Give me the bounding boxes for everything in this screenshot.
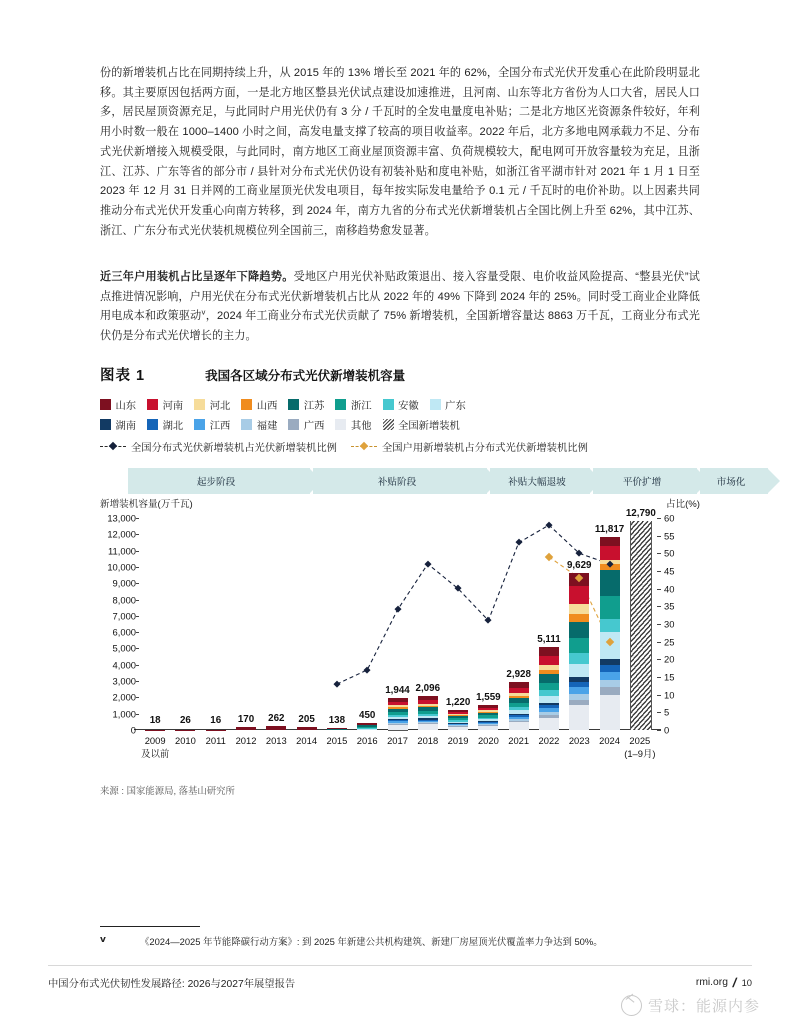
y2-axis-tick-label: 25 bbox=[664, 636, 675, 648]
legend-item-江西 bbox=[194, 417, 230, 432]
legend-label: 浙江 bbox=[350, 400, 372, 412]
footer-brand: rmi.org bbox=[695, 977, 728, 988]
y-axis-tick bbox=[136, 632, 139, 633]
legend-item-湖南 bbox=[100, 417, 136, 432]
x-axis-label-main: 2009 bbox=[144, 735, 166, 746]
y-axis-tick-label: 0 bbox=[130, 724, 136, 736]
y-axis-tick bbox=[136, 665, 139, 666]
x-axis-label-main: 2019 bbox=[447, 735, 469, 746]
legend-label: 湖南 bbox=[115, 420, 137, 432]
x-axis-label-2017 bbox=[387, 735, 408, 746]
y2-axis-title: 占比(%) bbox=[665, 499, 700, 510]
bar-segment-其他 bbox=[448, 727, 468, 730]
legend-item-江苏 bbox=[288, 397, 324, 412]
y-axis-title: 新增装机容量(万千瓦) bbox=[100, 499, 193, 510]
legend-label: 河南 bbox=[162, 400, 184, 412]
x-axis-label-main: 2011 bbox=[205, 735, 226, 746]
footnote-mark: ⅴ bbox=[100, 934, 106, 944]
y2-axis-tick bbox=[657, 553, 661, 554]
bar-value-label: 5,111 bbox=[537, 633, 561, 645]
figure-header bbox=[100, 364, 700, 385]
x-axis-label-main: 2014 bbox=[296, 735, 318, 746]
bar-segment-山东 bbox=[297, 727, 317, 730]
bar-2019 bbox=[445, 697, 471, 730]
y-axis-tick bbox=[136, 681, 139, 682]
footer-page-number: 10 bbox=[741, 977, 752, 988]
x-axis-label-2023 bbox=[569, 735, 590, 746]
footnote-ref: ⅴ bbox=[201, 309, 206, 317]
bar-segment-江苏 bbox=[569, 622, 589, 638]
legend-label: 江苏 bbox=[303, 400, 325, 412]
y2-axis-tick-label: 40 bbox=[664, 583, 675, 595]
bar-value-label: 205 bbox=[298, 713, 315, 725]
bar-value-label: 18 bbox=[149, 715, 161, 727]
legend-row-provinces-1 bbox=[100, 394, 700, 414]
bar-value-label: 1,944 bbox=[385, 685, 410, 697]
bar-value-label: 9,629 bbox=[566, 559, 592, 571]
footer-divider bbox=[48, 965, 752, 966]
paragraph-1-text: 份的新增装机占比在同期持续上升，从 2015 年的 13% 增长至 2021 年的 62%，全国分布式光伏开发重心在此阶段明显北移。其主要原因包括两方面，一是北方地区整县光伏试点建设加速推进，且河南、山东等北方省份为人口大省，居民人口多，居民屋顶资源充足，与此同时户用光伏仍有 3 分 / 千瓦时的全发电量度电补贴；二是北方地区光资源条件较好，年利用小时数一般在 1000–1400 小时之间，高发电量支撑了较高的项目收益率。2022 年后，北方多地电网承载力不足、分布式光伏新增接入规模受限，与此同时，南方地区工商业屋顶资源丰富、负荷规模较大，配电网可开放容量较为充足，且浙江、江苏、广东等省的部分市 / 县针对分布式光伏仍设有初装补贴和度电补贴，如浙江省平湖市针对 2021 年 1 月 1 日至 2023 年 12 月 31 日并网的工商业屋顶光伏发电项目，每年按实际发电量给予 0.1 元 / 千瓦时的电价补助。以上因素共同推动分布式光伏开发重心向南方转移，到 2024 年，南方九省的分布式光伏新增装机占全国比例上升至 62%，其中江苏、浙江、广东分布式光伏装机规模位列全国前三，南移趋势愈发显著。 bbox=[100, 67, 700, 237]
paragraph-2-text-b: ，2024 年工商业分布式光伏贡献了 75% 新增装机，全国新增容量达 8863 万千瓦，工商业分布式光伏仍是分布式光伏增长的主力。 bbox=[100, 310, 700, 343]
y2-axis-tick-label: 45 bbox=[664, 565, 675, 577]
bar-value-label: 2,096 bbox=[415, 682, 441, 694]
y2-axis-tick bbox=[657, 589, 661, 590]
paragraph-2 bbox=[100, 268, 700, 347]
bar-value-label: 1,559 bbox=[476, 691, 501, 703]
legend-item-湖北 bbox=[147, 417, 183, 432]
plot-region bbox=[107, 508, 675, 759]
bar-segment-山东 bbox=[600, 537, 620, 546]
x-axis-label-2013 bbox=[266, 735, 287, 746]
x-axis-label-main: 2024 bbox=[599, 735, 620, 746]
y-axis-tick bbox=[136, 600, 139, 601]
x-axis-label-main: 2023 bbox=[568, 735, 590, 746]
legend-label: 其他 bbox=[350, 420, 372, 432]
y-axis-tick bbox=[136, 714, 139, 715]
phase-label: 平价扩增 bbox=[622, 477, 662, 488]
phase-label: 市场化 bbox=[716, 477, 746, 488]
bar-segment-其他 bbox=[600, 695, 620, 730]
bar-segment-河南 bbox=[569, 586, 589, 604]
chart-source: 来源 : 国家能源局, 落基山研究所 bbox=[100, 785, 235, 796]
legend-swatch-icon bbox=[194, 399, 205, 410]
legend-line-item-1 bbox=[351, 439, 588, 454]
legend-label: 湖北 bbox=[162, 420, 184, 432]
x-axis-label-2012 bbox=[236, 735, 257, 746]
bar-segment-其他 bbox=[569, 705, 589, 730]
y-axis-tick-label: 6,000 bbox=[112, 626, 136, 638]
legend-label: 广西 bbox=[303, 420, 325, 432]
legend-swatch-icon bbox=[383, 399, 394, 410]
x-axis-label-2020 bbox=[478, 735, 499, 746]
bar-segment-广西 bbox=[600, 687, 620, 695]
footer-brand-block bbox=[696, 975, 752, 990]
legend-item-山东 bbox=[100, 397, 136, 412]
y2-axis-tick-label: 15 bbox=[664, 671, 675, 683]
phase-label: 补贴大幅退坡 bbox=[508, 477, 566, 488]
phase-3 bbox=[593, 468, 697, 494]
bar-2025 bbox=[625, 508, 656, 730]
y2-axis-tick bbox=[657, 659, 661, 660]
x-axis-label-main: 2021 bbox=[508, 735, 530, 746]
y-axis-tick-label: 2,000 bbox=[112, 691, 136, 703]
legend-label: 广东 bbox=[445, 400, 466, 412]
x-axis-label-2022 bbox=[539, 735, 560, 746]
x-axis-label-main: 2015 bbox=[326, 735, 348, 746]
legend-swatch-icon bbox=[430, 399, 441, 410]
bar-value-label: 16 bbox=[210, 715, 222, 727]
y-axis-tick-label: 7,000 bbox=[112, 610, 136, 622]
bar-2020 bbox=[476, 691, 501, 730]
bar-value-label: 450 bbox=[359, 709, 376, 721]
legend-line-item-0 bbox=[100, 439, 337, 454]
bar-segment-安徽 bbox=[600, 619, 620, 633]
bar-segment-湖北 bbox=[600, 665, 620, 672]
y2-axis-tick-label: 60 bbox=[664, 512, 675, 524]
legend-label: 全国新增装机 bbox=[398, 420, 460, 432]
y2-axis-tick bbox=[657, 536, 661, 537]
bar-2022 bbox=[537, 633, 561, 730]
legend-item-其他 bbox=[335, 417, 371, 432]
legend-swatch-icon bbox=[288, 399, 299, 410]
legend-swatch-icon bbox=[241, 399, 252, 410]
y2-axis-tick-label: 55 bbox=[664, 530, 675, 542]
bar-2011 bbox=[206, 715, 226, 730]
bar-segment-其他 bbox=[478, 726, 498, 730]
legend-item-全国新增装机 bbox=[383, 417, 460, 432]
y2-axis-tick bbox=[657, 518, 661, 519]
bar-2015 bbox=[327, 714, 347, 730]
y2-axis-tick bbox=[657, 712, 661, 713]
bar-segment-其他 bbox=[539, 718, 559, 730]
legend-item-河南 bbox=[147, 397, 183, 412]
legend-swatch-icon bbox=[194, 419, 205, 430]
y-axis-tick-label: 4,000 bbox=[112, 659, 136, 671]
bar-value-label: 11,817 bbox=[594, 524, 625, 536]
x-axis-label-2025 bbox=[624, 735, 655, 760]
bar-2014 bbox=[297, 713, 317, 730]
x-axis-label-main: 2010 bbox=[175, 735, 196, 746]
bar-value-label: 26 bbox=[179, 715, 191, 727]
y2-axis-tick bbox=[657, 642, 661, 643]
y-axis-tick bbox=[136, 583, 139, 584]
bar-segment-山东 bbox=[539, 647, 559, 656]
legend-item-广西 bbox=[288, 417, 324, 432]
bar-segment-山东 bbox=[266, 726, 286, 730]
bar-segment-河南 bbox=[600, 546, 620, 559]
bar-value-label: 138 bbox=[328, 714, 346, 726]
y-axis-tick-label: 3,000 bbox=[112, 675, 136, 687]
figure-title: 我国各区域分布式光伏新增装机容量 bbox=[205, 369, 406, 383]
x-axis-label-2009 bbox=[141, 735, 169, 760]
bar-2012 bbox=[236, 714, 256, 730]
legend-swatch-icon bbox=[147, 419, 158, 430]
footnote-text: 《2024—2025 年节能降碳行动方案》: 到 2025 年新建公共机构建筑、新建厂房屋顶光伏覆盖率力争达到 50%。 bbox=[140, 936, 603, 947]
y-axis-tick-label: 11,000 bbox=[108, 545, 136, 557]
y2-axis-tick bbox=[657, 695, 661, 696]
x-axis-label-2018 bbox=[417, 735, 438, 746]
legend-dashed-line-icon bbox=[351, 441, 377, 452]
x-axis-label-2015 bbox=[326, 735, 347, 746]
y2-axis-tick-label: 0 bbox=[664, 724, 670, 736]
bar-segment-河南 bbox=[539, 656, 559, 665]
bar-segment-广东 bbox=[569, 664, 589, 677]
x-axis-tick bbox=[388, 730, 408, 731]
x-axis-label-2014 bbox=[296, 735, 317, 746]
bar-segment-其他 bbox=[509, 722, 529, 730]
legend-item-浙江 bbox=[335, 397, 371, 412]
legend-swatch-icon bbox=[147, 399, 158, 410]
legend-dashed-line-icon bbox=[100, 441, 126, 452]
chart-legend bbox=[100, 394, 700, 456]
bar-segment-河北 bbox=[569, 604, 589, 614]
legend-label: 山东 bbox=[115, 400, 137, 412]
legend-label: 河北 bbox=[209, 400, 231, 412]
bar-value-label: 262 bbox=[268, 712, 285, 724]
bar-segment-其他 bbox=[418, 724, 438, 730]
legend-swatch-icon bbox=[100, 419, 111, 430]
x-axis-label-main: 2012 bbox=[235, 735, 257, 746]
bar-segment-浙江 bbox=[569, 638, 589, 653]
y-axis-tick bbox=[136, 518, 139, 519]
y-axis-tick bbox=[136, 534, 139, 535]
bar-value-label: 170 bbox=[237, 714, 255, 726]
legend-row-lines bbox=[100, 436, 700, 456]
legend-label: 安徽 bbox=[398, 400, 419, 412]
x-axis-label-2024 bbox=[599, 735, 620, 746]
x-axis-label-2019 bbox=[448, 735, 469, 746]
y2-axis-tick-label: 30 bbox=[664, 618, 675, 630]
bar-segment-江苏 bbox=[539, 674, 559, 682]
bar-2018 bbox=[415, 682, 441, 730]
bar-segment-浙江 bbox=[539, 683, 559, 691]
y-axis-tick bbox=[136, 648, 139, 649]
y-axis-tick bbox=[136, 551, 139, 552]
legend-row-provinces-2 bbox=[100, 414, 700, 434]
x-axis-label-sub: (1–9月) bbox=[624, 748, 656, 759]
y2-axis-tick-label: 50 bbox=[664, 547, 675, 559]
bar-value-label: 2,928 bbox=[506, 669, 531, 681]
phase-ribbon bbox=[128, 468, 771, 494]
watermark-logo-icon bbox=[621, 995, 642, 1016]
y2-axis-tick bbox=[657, 571, 661, 572]
bar-2017 bbox=[385, 685, 410, 730]
bar-2021 bbox=[506, 669, 531, 730]
bar-segment-江苏 bbox=[327, 729, 347, 730]
y-axis-tick-label: 10,000 bbox=[107, 561, 136, 573]
legend-swatch-icon bbox=[288, 419, 299, 430]
legend-line-label: 全国户用新增装机占分布式光伏新增装机比例 bbox=[381, 442, 588, 454]
legend-swatch-icon bbox=[383, 419, 394, 430]
bar-2009 bbox=[145, 715, 165, 730]
legend-swatch-icon bbox=[241, 419, 252, 430]
x-axis-label-2016 bbox=[357, 735, 378, 746]
y2-axis-tick bbox=[657, 677, 661, 678]
legend-label: 山西 bbox=[256, 400, 278, 412]
y2-axis-tick-label: 35 bbox=[664, 600, 675, 612]
x-axis-label-2011 bbox=[206, 735, 226, 746]
bar-segment-山西 bbox=[569, 614, 589, 622]
x-axis-label-main: 2018 bbox=[417, 735, 439, 746]
y-axis-tick-label: 13,000 bbox=[107, 512, 136, 524]
bar-value-label: 1,220 bbox=[445, 697, 471, 709]
phase-label: 补贴阶段 bbox=[377, 477, 417, 488]
legend-item-安徽 bbox=[383, 397, 419, 412]
x-axis-label-main: 2016 bbox=[356, 735, 378, 746]
y2-axis-tick-label: 5 bbox=[664, 706, 670, 718]
bar-segment-安徽 bbox=[569, 653, 589, 664]
bar-2016 bbox=[357, 709, 377, 730]
bar-2023 bbox=[566, 559, 592, 730]
footer-report-title: 中国分布式光伏韧性发展路径: 2026与2027年展望报告 bbox=[48, 979, 296, 990]
y2-axis-tick bbox=[657, 624, 661, 625]
phase-4 bbox=[700, 468, 768, 494]
phase-label: 起步阶段 bbox=[196, 477, 236, 488]
x-axis-label-sub: 及以前 bbox=[141, 748, 170, 759]
bar-segment-山东 bbox=[236, 727, 256, 730]
bar-segment-其他 bbox=[388, 725, 408, 730]
legend-line-label: 全国分布式光伏新增装机占光伏新增装机比例 bbox=[131, 442, 337, 454]
paragraph-2-text-a: 受地区户用光伏补贴政策退出、接入容量受限、电价收益风险提高、“整县光伏”试点推进情况影响，户用光伏在分布式光伏新增装机占比从 2022 年的 49% 下降到 2024 年的 25%。同时受工商业企业降低用电成本和政策驱动 bbox=[100, 271, 700, 323]
y2-axis-tick bbox=[657, 730, 661, 731]
paragraph-2-lead: 近三年户用装机占比呈逐年下降趋势。 bbox=[100, 271, 294, 283]
legend-item-山西 bbox=[241, 397, 277, 412]
bar-segment-福建 bbox=[600, 680, 620, 687]
legend-swatch-icon bbox=[335, 399, 346, 410]
bar-segment-广东 bbox=[357, 729, 377, 730]
x-axis-label-2010 bbox=[175, 735, 196, 746]
y-axis-tick-label: 5,000 bbox=[112, 642, 136, 654]
bar-value-label: 12,790 bbox=[625, 508, 656, 520]
y-axis-tick bbox=[136, 567, 139, 568]
y-axis-tick bbox=[136, 616, 139, 617]
y-axis-tick-label: 8,000 bbox=[112, 594, 136, 606]
footnote-divider bbox=[100, 926, 200, 927]
bar-segment-浙江 bbox=[600, 596, 620, 619]
x-axis-label-main: 2013 bbox=[265, 735, 287, 746]
x-axis-label-main: 2022 bbox=[538, 735, 560, 746]
y-axis-tick-label: 9,000 bbox=[112, 577, 136, 589]
legend-swatch-icon bbox=[100, 399, 111, 410]
bar-2013 bbox=[266, 712, 286, 730]
y-axis-tick-label: 12,000 bbox=[107, 528, 136, 540]
legend-item-河北 bbox=[194, 397, 230, 412]
paragraph-1 bbox=[100, 64, 700, 242]
legend-label: 江西 bbox=[209, 420, 231, 432]
y2-axis-tick-label: 10 bbox=[664, 689, 675, 701]
phase-0 bbox=[128, 468, 310, 494]
y2-axis-tick-label: 20 bbox=[664, 653, 675, 665]
bar-segment-江西 bbox=[600, 672, 620, 680]
legend-item-福建 bbox=[241, 417, 277, 432]
legend-item-广东 bbox=[430, 397, 466, 412]
x-axis-label-main: 2020 bbox=[477, 735, 499, 746]
watermark bbox=[621, 995, 760, 1016]
x-axis-label-main: 2017 bbox=[387, 735, 408, 746]
y2-axis-tick bbox=[657, 606, 661, 607]
chart-area bbox=[100, 496, 700, 761]
bar-segment-江苏 bbox=[600, 570, 620, 595]
legend-label: 福建 bbox=[256, 420, 278, 432]
x-axis-label-main: 2025 bbox=[629, 735, 651, 746]
phase-1 bbox=[313, 468, 487, 494]
y-axis-tick bbox=[136, 697, 139, 698]
legend-swatch-icon bbox=[335, 419, 346, 430]
bar-segment-广东 bbox=[539, 696, 559, 703]
phase-2 bbox=[490, 468, 590, 494]
bar-2010 bbox=[175, 715, 195, 730]
x-axis-label-2021 bbox=[508, 735, 529, 746]
watermark-text: 雪球：能源内参 bbox=[647, 998, 760, 1015]
footer-slash: / bbox=[731, 975, 739, 990]
footnote bbox=[100, 934, 700, 948]
y-axis-tick-label: 1,000 bbox=[112, 708, 136, 720]
figure-number: 图表 1 bbox=[100, 368, 146, 384]
